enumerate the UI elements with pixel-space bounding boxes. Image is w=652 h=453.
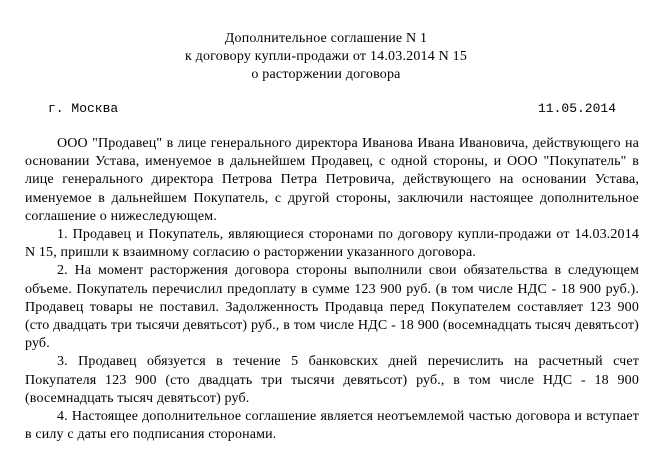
paragraph-2: 2. На момент расторжения договора стороны выполнили свои обязательства в следующем объеме. Покупатель перечислил предоплату в сумме 123 900 руб. (в том числе НДС - 18 900 руб.). Продавец товары не поставил. Задолженность Продавца перед Покупателем составляет 123 900 (сто двадцать три тысячи девятьсот) руб., в том числе НДС - 18 900 (восемнадцать тысяч девятьсот) руб. xyxy=(25,263,639,352)
document-subject: о расторжении договора xyxy=(251,67,401,82)
paragraph-4: 4. Настоящее дополнительное соглашение является неотъемлемой частью договора и вступает в силу с даты его подписания сторонами. xyxy=(25,409,639,443)
paragraph-preamble: ООО "Продавец" в лице генерального директора Иванова Ивана Ивановича, действующего на основании Устава, именуемое в дальнейшем Продавец, с одной стороны, и ООО "Покупатель" в лице генерального директора Петрова Петра Петровича, действующего на основании Устава, именуемое в дальнейшем Покупатель, с другой стороны, заключили настоящее дополнительное соглашение о нижеследующем. xyxy=(25,136,639,224)
paragraph-1: 1. Продавец и Покупатель, являющиеся сторонами по договору купли-продажи от 14.03.2014 N 15, пришли к взаимному согласию о расторжении указанного договора. xyxy=(25,227,639,261)
document-body xyxy=(25,135,639,444)
document-title: Дополнительное соглашение N 1 xyxy=(224,31,428,46)
paragraph-3: 3. Продавец обязуется в течение 5 банковских дней перечислить на расчетный счет Покупателя 123 900 (сто двадцать три тысячи девятьсот) руб., в том числе НДС - 18 900 (восемнадцать тысяч девятьсот) руб. xyxy=(25,354,639,406)
document-date: 11.05.2014 xyxy=(538,101,617,116)
document-place: г. Москва xyxy=(48,101,119,116)
document-subtitle: к договору купли-продажи от 14.03.2014 N 15 xyxy=(184,49,468,64)
